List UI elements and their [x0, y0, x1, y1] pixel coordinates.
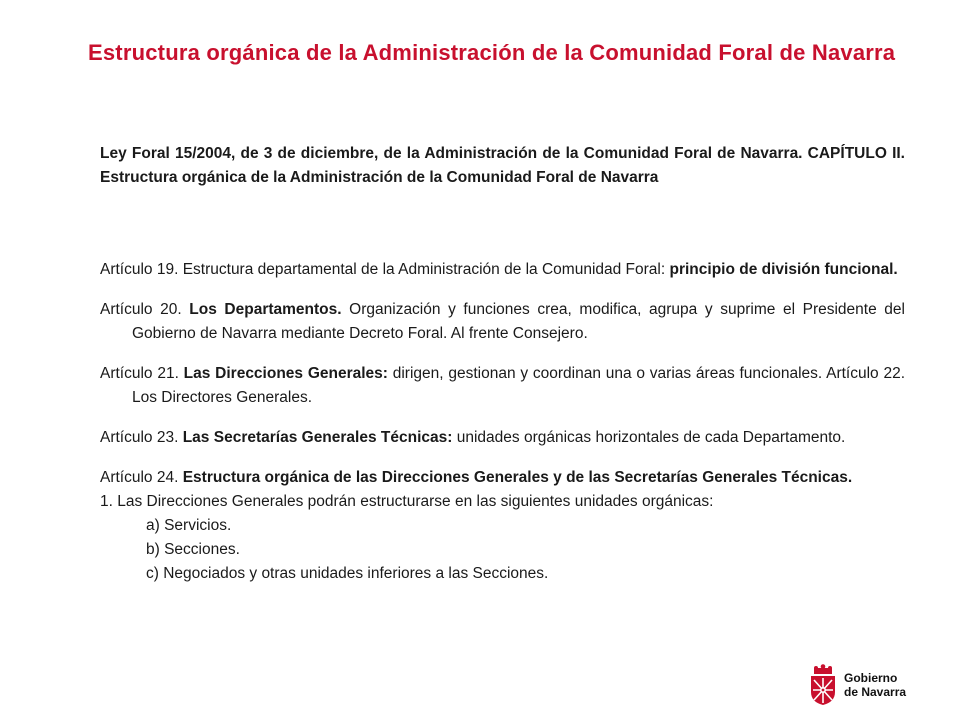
article-21-lead: Artículo 21. — [100, 365, 184, 382]
article-23-bold: Las Secretarías Generales Técnicas: — [182, 429, 453, 446]
article-24-lead: Artículo 24. — [100, 469, 183, 486]
article-20-lead: Artículo 20. — [100, 301, 190, 318]
article-24-point-1: 1. Las Direcciones Generales podrán estructurarse en las siguientes unidades orgánicas: — [100, 493, 714, 510]
logo-line-2: de Navarra — [844, 685, 907, 699]
article-21 — [100, 362, 905, 410]
article-24-head — [100, 466, 905, 490]
logo-text — [844, 671, 906, 699]
article-20-bold: Los Departamentos. — [189, 301, 342, 318]
article-24-item-b: b) Secciones. — [146, 541, 240, 558]
article-19 — [100, 258, 905, 282]
article-24-bold: Estructura orgánica de las Direcciones Generales y de las Secretarías Generales Técnicas. — [182, 469, 853, 486]
intro-paragraph: Ley Foral 15/2004, de 3 de diciembre, de la Administración de la Comunidad Foral de Navarra. CAPÍTULO II. Estructura orgánica de la Administración de la Comunidad Foral de Navarra — [100, 145, 905, 186]
logo-line-1: Gobierno — [844, 671, 898, 685]
navarra-shield-icon — [808, 664, 838, 706]
article-24-item-c: c) Negociados y otras unidades inferiores a las Secciones. — [146, 565, 549, 582]
article-21-rest: dirigen, gestionan y coordinan una o varias áreas funcionales. Artículo 22. Los Directores Generales. — [132, 365, 905, 406]
article-19-bold: principio de división funcional. — [669, 261, 898, 278]
article-24-item-a: a) Servicios. — [146, 517, 232, 534]
article-20 — [100, 298, 905, 346]
article-24 — [100, 466, 905, 586]
page-title: Estructura orgánica de la Administración de la Comunidad Foral de Navarra — [88, 40, 896, 65]
article-23 — [100, 426, 905, 450]
gobierno-navarra-logo — [808, 662, 930, 708]
article-20-rest: Organización y funciones crea, modifica, agrupa y suprime el Presidente del Gobierno de Navarra mediante Decreto Foral. Al frente Consejero. — [132, 301, 905, 342]
article-23-lead: Artículo 23. — [100, 429, 183, 446]
article-23-rest: unidades orgánicas horizontales de cada Departamento. — [452, 429, 846, 446]
article-21-bold: Las Direcciones Generales: — [183, 365, 388, 382]
article-19-lead: Artículo 19. Estructura departamental de la Administración de la Comunidad Foral: — [100, 261, 670, 278]
articles-list — [100, 258, 905, 586]
